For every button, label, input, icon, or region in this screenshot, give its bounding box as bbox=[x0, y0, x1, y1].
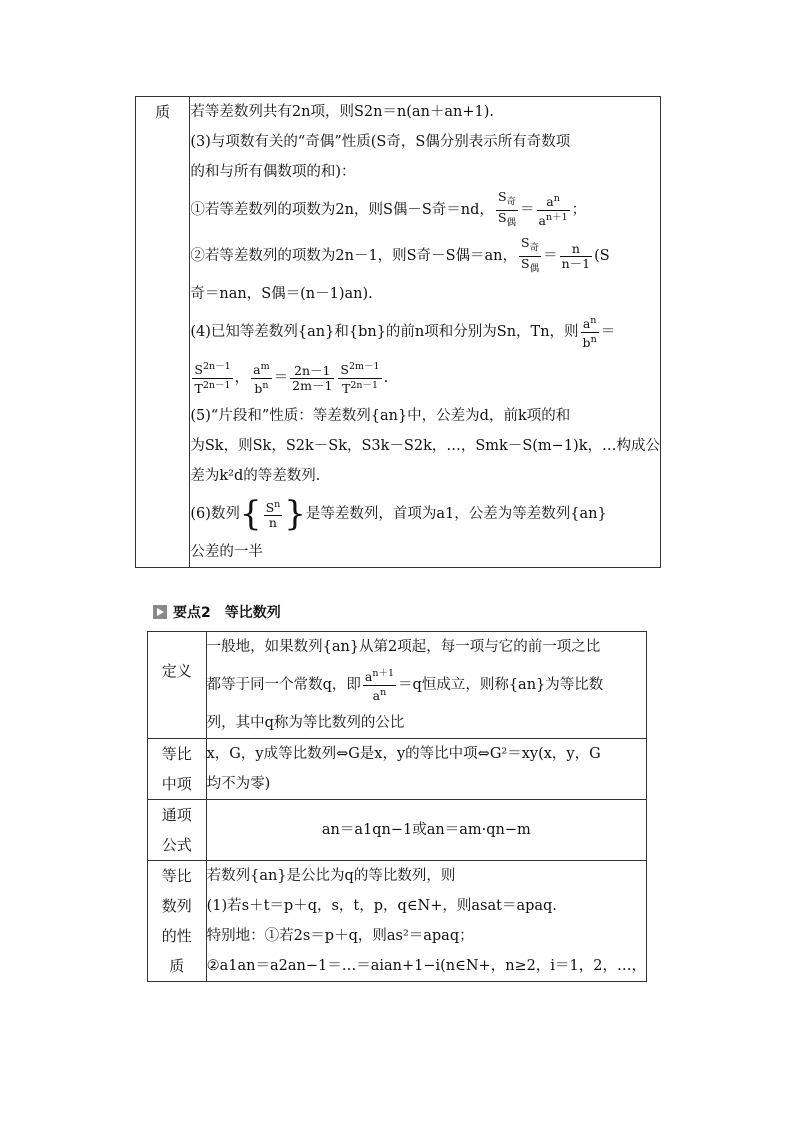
line-6: 奇＝nan，S偶＝(n－1)an). bbox=[190, 286, 373, 302]
text-line: an＝a1qn−1或an＝am·qn−m bbox=[321, 822, 531, 838]
table-row bbox=[148, 632, 647, 739]
row-label: 通项公式 bbox=[148, 800, 207, 861]
line-2: (3)与项数有关的“奇偶”性质(S奇，S偶分别表示所有奇数项 bbox=[190, 134, 571, 150]
line-13: 公差的一半 bbox=[190, 544, 263, 560]
play-marker-icon bbox=[153, 605, 167, 619]
line-1: 若等差数列共有2n项，则S2n＝n(an＋an+1). bbox=[190, 104, 495, 120]
text-line: 均不为零) bbox=[206, 776, 271, 792]
line-11: 差为k²d的等差数列. bbox=[190, 468, 321, 484]
row-label: 定义 bbox=[148, 632, 207, 739]
formula-content bbox=[206, 800, 646, 861]
line-3: 的和与所有偶数项的和)： bbox=[190, 164, 356, 180]
row-label: 等比数列的性质 bbox=[148, 861, 207, 982]
text-line: ②a1an＝a2an−1＝…＝aian+1−i(n∈N+，n≥2，i＝1，2，…， bbox=[206, 958, 646, 974]
line-8: $\frac{S^{2n-1}}{T^{2n-1}}$ ， $\frac{a^m}{b^n}$ ＝ $\frac{2n-1}{2m-1}$ $\frac{S^{2m-1}}{T^{2n-1}}$ . bbox=[194, 361, 389, 396]
geometric-sequence-table bbox=[147, 631, 647, 982]
line-12: (6)数列{ $\frac{S^n}{n}$ }是等差数列，首项为a1，公差为等差数列{an} bbox=[190, 494, 607, 534]
middle-term-content bbox=[206, 739, 646, 800]
section-heading: 要点2 等比数列 bbox=[153, 603, 281, 623]
line-10: 为Sk，则Sk，S2k－Sk，S3k－S2k，…，Smk－S(m−1)k，…构成公 bbox=[190, 438, 660, 454]
text-line: 若数列{an}是公比为q的等比数列，则 bbox=[206, 868, 456, 884]
line-7: (4)已知等差数列{an}和{bn}的前n项和分别为Sn，Tn，则 $\frac{a^n}{b^n}$ ＝ bbox=[190, 315, 616, 350]
line-9: (5)“片段和”性质：等差数列{an}中，公差为d，前k项的和 bbox=[190, 408, 571, 424]
properties-content bbox=[206, 861, 646, 982]
arithmetic-properties-table bbox=[135, 96, 661, 568]
row-label: 等比中项 bbox=[148, 739, 207, 800]
definition-content bbox=[206, 632, 646, 739]
line-4: ①若等差数列的项数为2n，则S偶－S奇＝nd， $\frac{S_奇}{S_偶}$ ＝ $\frac{a^n}{a^{n+1}}$ ； bbox=[190, 189, 587, 228]
text-line: 列，其中q称为等比数列的公比 bbox=[206, 715, 405, 731]
table-row bbox=[148, 739, 647, 800]
text-line: 特别地：①若2s＝p＋q，则as²＝apaq； bbox=[206, 928, 474, 944]
text-line: 都等于同一个常数q，即 $\frac{a^{n+1}}{a^n}$ ＝q恒成立，则称{an}为等比数 bbox=[206, 668, 604, 703]
line-5: ②若等差数列的项数为2n－1，则S奇－S偶＝an， $\frac{S_奇}{S_偶}$ ＝ $\frac{n}{n-1}$ (S bbox=[190, 235, 610, 274]
table-row bbox=[148, 861, 647, 982]
text-line: x，G，y成等比数列⇔G是x，y的等比中项⇔G²＝xy(x，y，G bbox=[206, 746, 601, 762]
row-label: 质 bbox=[136, 97, 190, 568]
text-line: (1)若s＋t＝p＋q，s，t，p，q∈N+，则asat＝apaq. bbox=[206, 898, 557, 914]
text-line: 一般地，如果数列{an}从第2项起，每一项与它的前一项之比 bbox=[206, 639, 601, 655]
properties-content bbox=[190, 97, 661, 568]
table-row bbox=[148, 800, 647, 861]
